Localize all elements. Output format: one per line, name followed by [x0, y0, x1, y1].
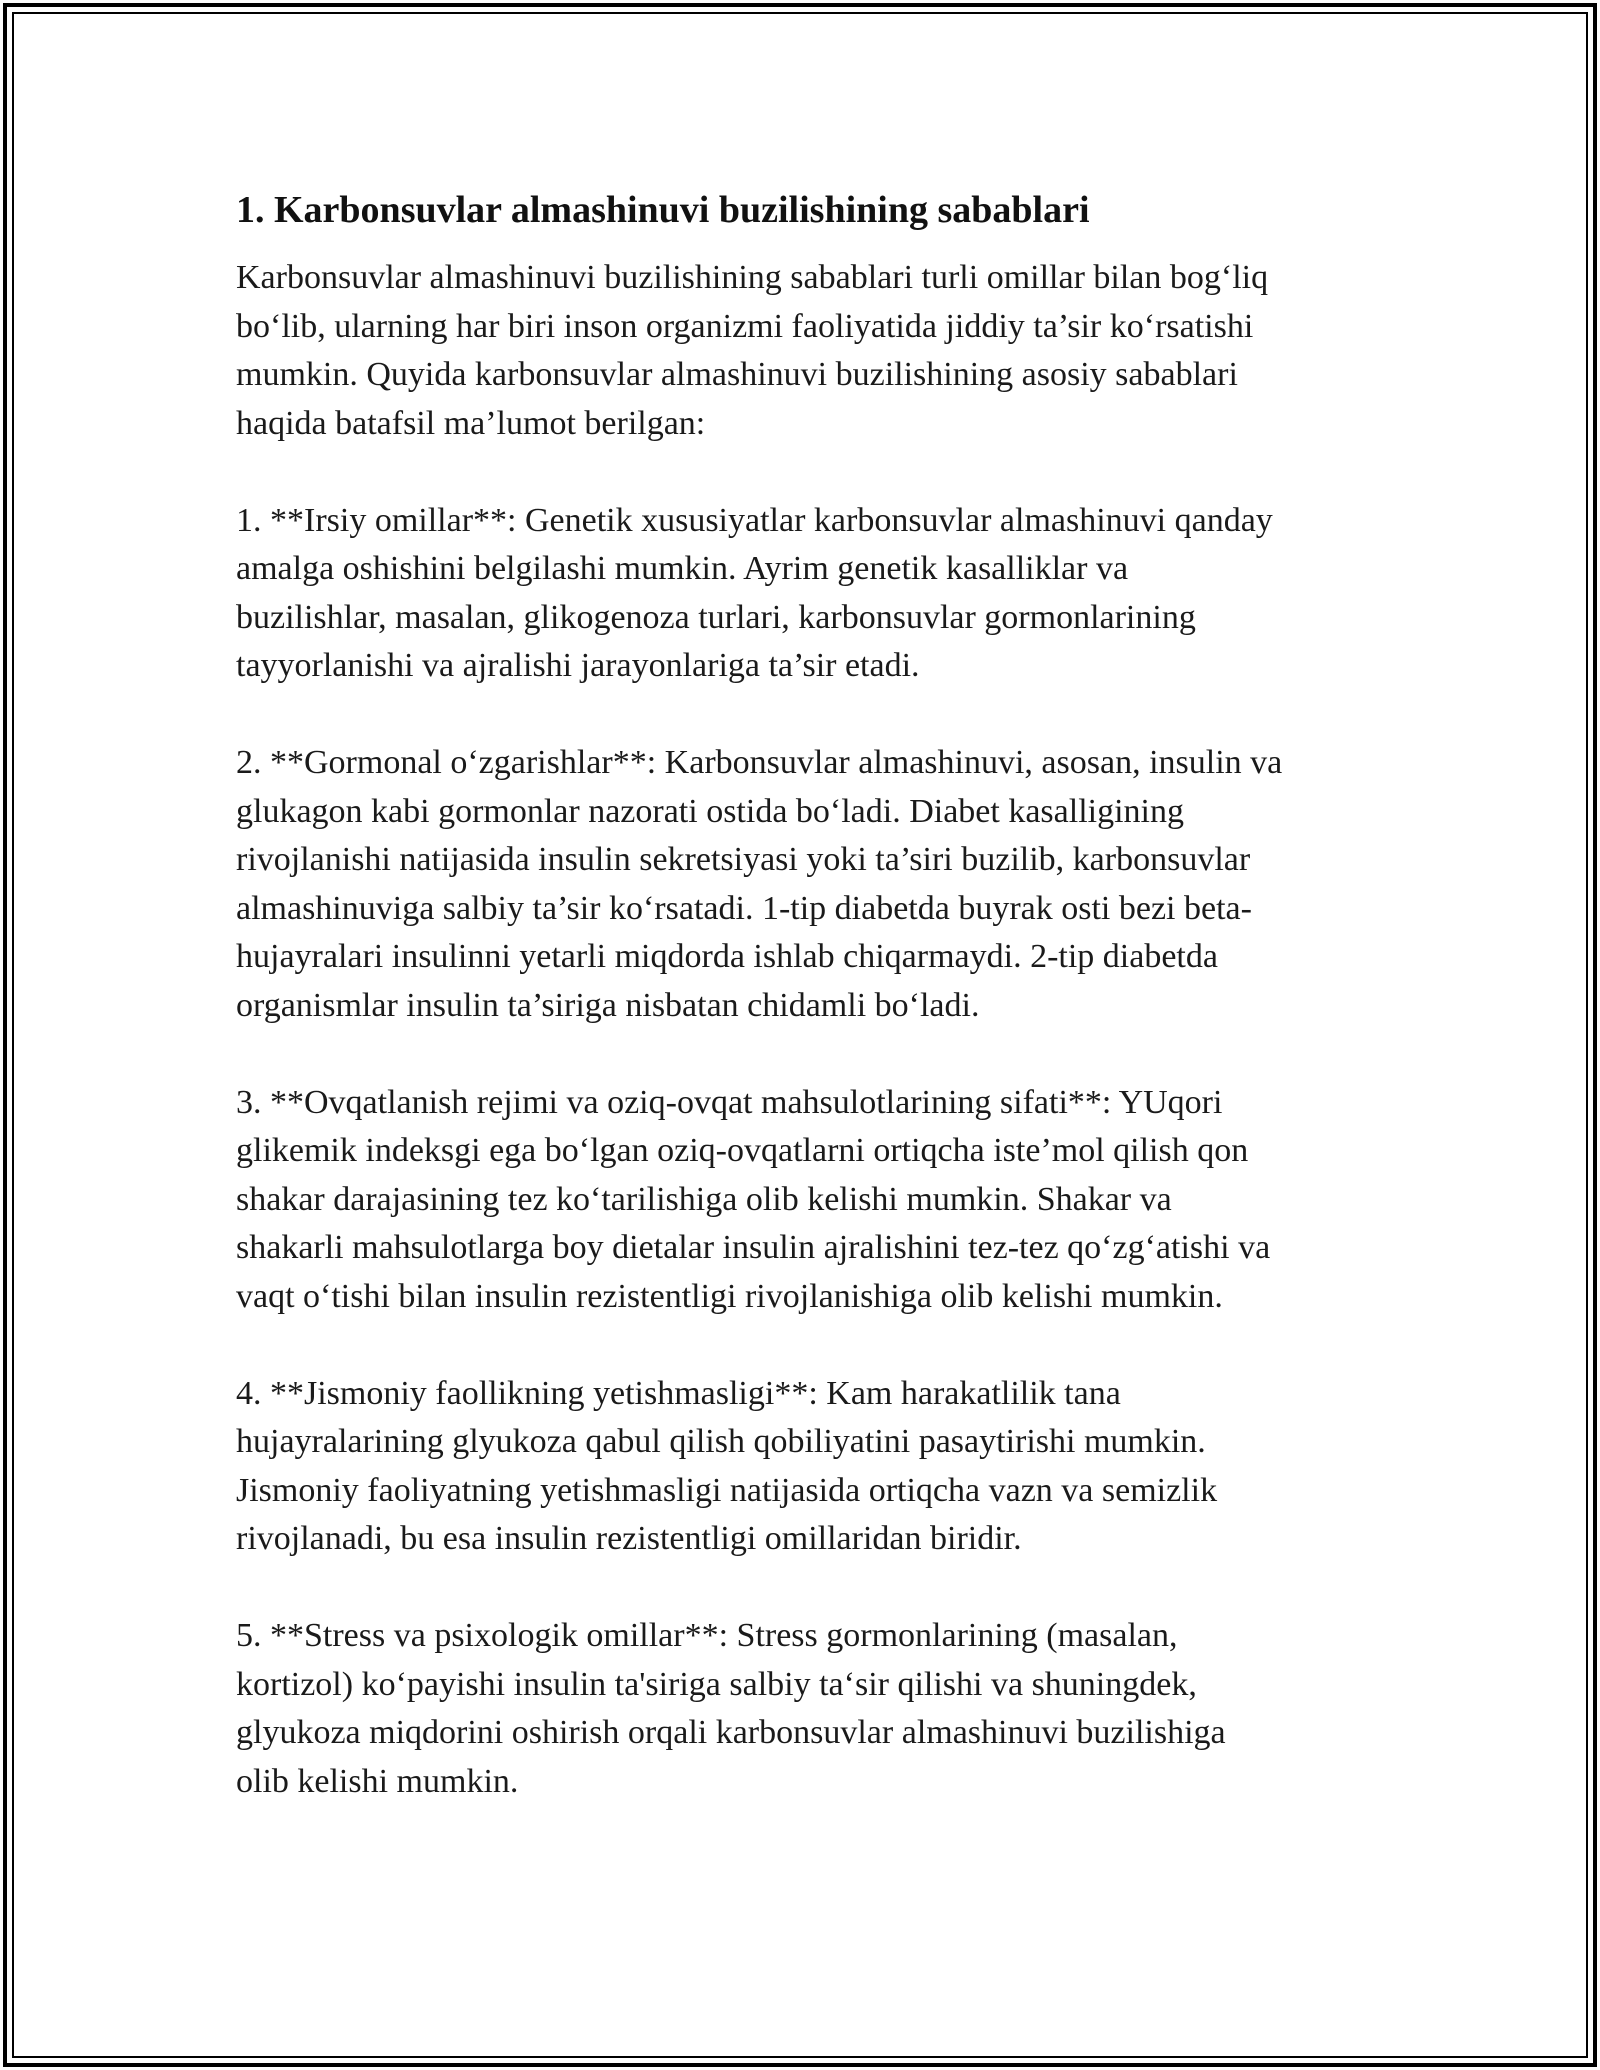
text-line: rivojlanishi natijasida insulin sekretsiyasi yoki ta’siri buzilib, karbonsuvlar: [236, 841, 1251, 878]
text-line: mumkin. Quyida karbonsuvlar almashinuvi buzilishining asosiy sabablari: [236, 356, 1238, 393]
text-line: 5. **Stress va psixologik omillar**: Stress gormonlarining (masalan,: [236, 1617, 1178, 1654]
text-line: kortizol) ko‘payishi insulin ta'siriga salbiy ta‘sir qilishi va shuningdek,: [236, 1665, 1197, 1703]
text-line: 2. **Gormonal o‘zgarishlar**: Karbonsuvlar almashinuvi, asosan, insulin va: [236, 744, 1283, 781]
text-line: hujayralarining glyukoza qabul qilish qobiliyatini pasaytirishi mumkin.: [236, 1423, 1206, 1460]
text-line: tayyorlanishi va ajralishi jarayonlariga ta’sir etadi.: [236, 647, 920, 684]
text-line: amalga oshishini belgilashi mumkin. Ayrim genetik kasalliklar va: [236, 550, 1129, 587]
text-line: bo‘lib, ularning har biri inson organizmi faoliyatida jiddiy ta’sir ko‘rsatishi: [236, 307, 1254, 345]
text-line: buzilishlar, masalan, glikogenoza turlari, karbonsuvlar gormonlarining: [236, 598, 1196, 636]
text-line: 3. **Ovqatlanish rejimi va oziq-ovqat mahsulotlarining sifati**: YUqori: [236, 1083, 1223, 1121]
list-item-gormonal-ozgarishlar: [236, 739, 1376, 1030]
text-line: Karbonsuvlar almashinuvi buzilishining sabablari turli omillar bilan bog‘liq: [236, 259, 1269, 296]
text-line: glikemik indeksgi ega bo‘lgan oziq-ovqatlarni ortiqcha iste’mol qilish qon: [236, 1132, 1249, 1169]
text-line: almashinuviga salbiy ta’sir ko‘rsatadi. 1-tip diabetda buyrak osti bezi beta-: [236, 889, 1252, 927]
text-line: rivojlanadi, bu esa insulin rezistentligi omillaridan biridir.: [236, 1520, 1022, 1557]
text-line: hujayralari insulinni yetarli miqdorda ishlab chiqarmaydi. 2-tip diabetda: [236, 938, 1218, 975]
document-body: [236, 186, 1376, 1855]
list-item-ovqatlanish-rejimi: [236, 1079, 1376, 1322]
text-line: vaqt o‘tishi bilan insulin rezistentligi rivojlanishiga olib kelishi mumkin.: [236, 1277, 1223, 1315]
intro-paragraph: [236, 254, 1376, 448]
list-item-jismoniy-faollik: [236, 1370, 1376, 1564]
text-line: 1. **Irsiy omillar**: Genetik xususiyatlar karbonsuvlar almashinuvi qanday: [236, 501, 1273, 539]
text-line: shakarli mahsulotlarga boy dietalar insulin ajralishini tez-tez qo‘zg‘atishi va: [236, 1229, 1271, 1266]
section-heading: 1. Karbonsuvlar almashinuvi buzilishining sabablari: [236, 189, 1090, 231]
text-line: Jismoniy faoliyatning yetishmasligi natijasida ortiqcha vazn va semizlik: [236, 1471, 1218, 1509]
list-item-irsiy-omillar: [236, 497, 1376, 691]
text-line: glukagon kabi gormonlar nazorati ostida bo‘ladi. Diabet kasalligining: [236, 792, 1184, 830]
text-line: olib kelishi mumkin.: [236, 1762, 519, 1800]
list-item-stress-psixologik: [236, 1612, 1376, 1806]
text-line: organismlar insulin ta’siriga nisbatan chidamli bo‘ladi.: [236, 986, 980, 1024]
text-line: shakar darajasining tez ko‘tarilishiga olib kelishi mumkin. Shakar va: [236, 1180, 1172, 1218]
text-line: glyukoza miqdorini oshirish orqali karbonsuvlar almashinuvi buzilishiga: [236, 1714, 1226, 1751]
text-line: 4. **Jismoniy faollikning yetishmasligi**: Kam harakatlilik tana: [236, 1374, 1121, 1412]
text-line: haqida batafsil ma’lumot berilgan:: [236, 404, 706, 442]
